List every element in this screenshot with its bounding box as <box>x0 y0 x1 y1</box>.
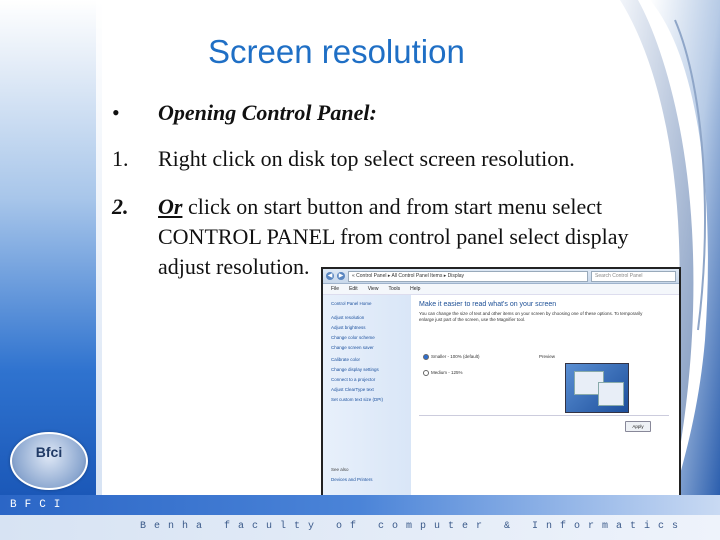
step-2-line-3: adjust resolution. <box>158 254 310 279</box>
left-decor-band <box>0 0 100 495</box>
cp-search-input[interactable]: Search Control Panel <box>591 271 676 282</box>
bullet-marker: • <box>112 100 120 125</box>
footer <box>0 495 720 540</box>
sidebar-item-custom-text-size[interactable]: Set custom text size (DPI) <box>331 397 384 402</box>
sidebar-item-display-settings[interactable]: Change display settings <box>331 367 379 372</box>
logo-text: Bfci <box>35 444 63 460</box>
sidebar-item-cleartype[interactable]: Adjust ClearType text <box>331 387 374 392</box>
forward-arrow-icon[interactable]: ▶ <box>338 273 344 279</box>
bullet-heading-row <box>112 98 682 128</box>
menu-edit[interactable]: Edit <box>349 286 358 292</box>
menu-help[interactable]: Help <box>410 286 421 292</box>
step-row-1 <box>112 144 682 174</box>
apply-button[interactable]: Apply <box>625 421 651 432</box>
step-2-line-2: CONTROL PANEL from control panel select display <box>158 224 629 249</box>
radio-selected-icon[interactable] <box>423 354 429 360</box>
step-2-lead: Or <box>158 194 183 219</box>
left-decor-edge <box>96 0 102 495</box>
footer-acronym: BFCI <box>10 499 69 511</box>
cp-main-panel <box>419 301 674 491</box>
sidebar-item-projector[interactable]: Connect to a projector <box>331 377 376 382</box>
cp-address-bar <box>323 269 679 284</box>
option-smaller[interactable]: Smaller - 100% (default) <box>423 354 480 360</box>
cp-divider <box>419 415 669 416</box>
cp-heading: Make it easier to read what's on your screen <box>419 301 557 308</box>
menu-view[interactable]: View <box>367 286 379 292</box>
control-panel-screenshot <box>321 267 681 497</box>
sidebar-see-also: See also <box>331 467 349 472</box>
back-arrow-icon[interactable]: ◀ <box>327 273 333 279</box>
sidebar-item-adjust-brightness[interactable]: Adjust brightness <box>331 325 366 330</box>
option-medium[interactable]: Medium - 125% <box>423 370 463 376</box>
sidebar-item-calibrate-color[interactable]: Calibrate color <box>331 357 361 362</box>
footer-full-name: Benha faculty of computer & Informatics <box>140 521 687 532</box>
sidebar-item-home[interactable]: Control Panel Home <box>331 301 372 306</box>
cp-menu-bar <box>323 284 679 295</box>
cp-sidebar <box>323 295 411 495</box>
preview-image <box>565 363 629 413</box>
sidebar-item-screen-saver[interactable]: Change screen saver <box>331 345 374 350</box>
step-text-2 <box>158 192 682 222</box>
radio-unselected-icon[interactable] <box>423 370 429 376</box>
cp-body <box>323 295 679 495</box>
step-2-text: click on start button and from start menu select <box>182 194 603 219</box>
sidebar-devices-printers[interactable]: Devices and Printers <box>331 477 373 482</box>
sidebar-item-color-scheme[interactable]: Change color scheme <box>331 335 375 340</box>
step-text-1: Right click on disk top select screen resolution. <box>158 146 575 171</box>
bfci-logo <box>10 432 88 490</box>
menu-file[interactable]: File <box>331 286 340 292</box>
cp-address-path[interactable]: « Control Panel ▸ All Control Panel Items ▸ Display <box>348 271 588 282</box>
menu-tools[interactable]: Tools <box>388 286 401 292</box>
step-marker-2: 2. <box>112 194 129 219</box>
bullet-heading: Opening Control Panel: <box>158 100 377 125</box>
step-marker-1: 1. <box>112 146 129 171</box>
sidebar-item-adjust-resolution[interactable]: Adjust resolution <box>331 315 365 320</box>
cp-description: You can change the size of text and other items on your screen by choosing one of these options. To temporarily enlarge just part of the screen, use the Magnifier tool. <box>419 311 643 322</box>
preview-window-icon <box>598 382 624 406</box>
footer-top-bar <box>0 495 720 515</box>
slide-title: Screen resolution <box>208 33 465 70</box>
bullet-list <box>112 98 682 282</box>
preview-label: Preview <box>539 354 556 359</box>
